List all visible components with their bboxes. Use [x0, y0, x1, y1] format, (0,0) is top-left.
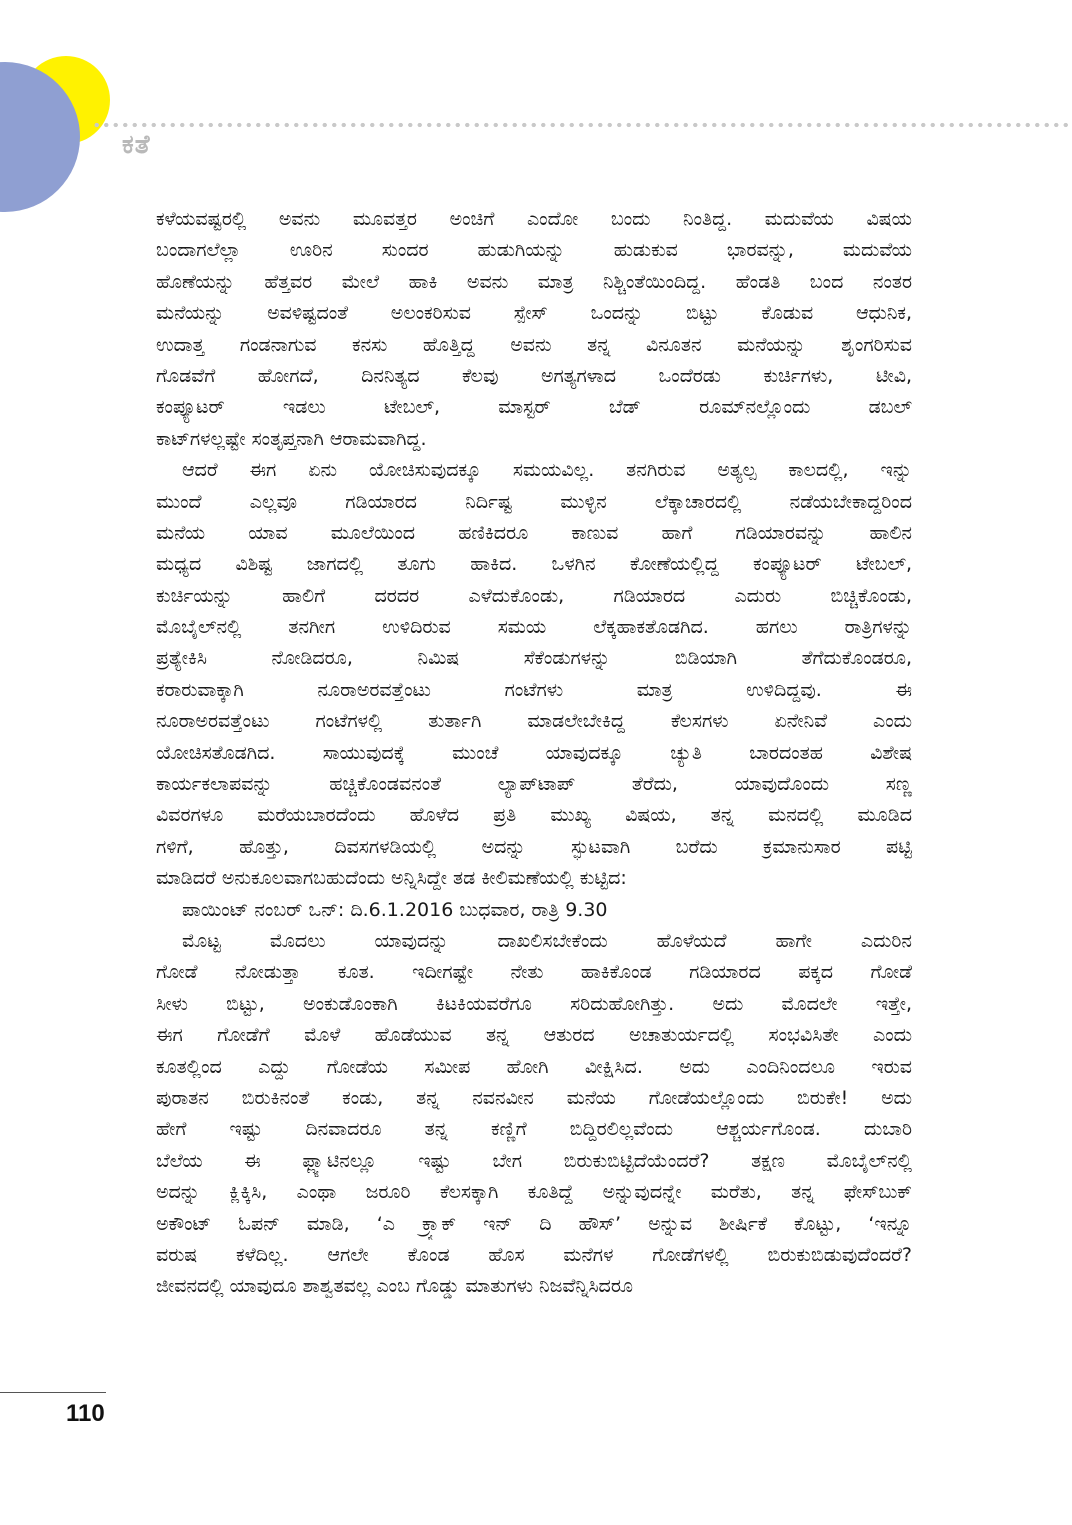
text-line: ಮಧ್ಯದ ವಿಶಿಷ್ಟ ಜಾಗದಲ್ಲಿ ತೂಗು ಹಾಕಿದ. ಒಳಗಿನ ಕೋಣೆಯಲ್ಲಿದ್ದ ಕಂಪ್ಯೂಟರ್ ಟೇಬಲ್,	[156, 553, 912, 576]
text-line: ಗೋಡೆ ನೋಡುತ್ತಾ ಕೂತ. ಇದೀಗಷ್ಟೇ ನೇತು ಹಾಕಿಕೊಂಡ ಗಡಿಯಾರದ ಪಕ್ಕದ ಗೋಡೆ	[156, 961, 912, 984]
text-line: ವರುಷ ಕಳೆದಿಲ್ಲ. ಆಗಲೇ ಕೊಂಡ ಹೊಸ ಮನೆಗಳ ಗೋಡೆಗಳಲ್ಲಿ ಬಿರುಕುಬಿಡುವುದೆಂದರೆ?	[156, 1243, 912, 1266]
text-line: ಕರಾರುವಾಕ್ಕಾಗಿ ನೂರಾಅರವತ್ತೆಂಟು ಗಂಟೆಗಳು ಮಾತ್ರ ಉಳಿದಿದ್ದವು. ಈ	[156, 678, 912, 701]
text-line: ಕಾಟ್‌ಗಳಲ್ಲಷ್ಟೇ ಸಂತೃಪ್ತನಾಗಿ ಆರಾಮವಾಗಿದ್ದ.	[156, 427, 427, 450]
text-line: ಅಕೌಂಟ್ ಓಪನ್ ಮಾಡಿ, ‘ಎ ಕ್ರ್ಯಾಕ್ ಇನ್ ದಿ ಹೌಸ್’ ಅನ್ನುವ ಶೀರ್ಷಿಕೆ ಕೊಟ್ಟು, ‘ಇನ್ನೂ	[156, 1212, 912, 1235]
text-line: ಗೊಡವೆಗೆ ಹೋಗದೆ, ದಿನನಿತ್ಯದ ಕೆಲವು ಅಗತ್ಯಗಳಾದ ಒಂದೆರಡು ಕುರ್ಚಿಗಳು, ಟೀವಿ,	[156, 364, 912, 387]
dotted-header-rule	[92, 122, 1072, 128]
text-line: ಮೊಬೈಲ್‌ನಲ್ಲಿ ತನಗೀಗ ಉಳಿದಿರುವ ಸಮಯ ಲೆಕ್ಕಹಾಕತೊಡಗಿದ. ಹಗಲು ರಾತ್ರಿಗಳನ್ನು	[156, 616, 912, 639]
text-line: ಉದಾತ್ತ ಗಂಡನಾಗುವ ಕನಸು ಹೊತ್ತಿದ್ದ ಅವನು ತನ್ನ ವಿನೂತನ ಮನೆಯನ್ನು ಶೃಂಗರಿಸುವ	[156, 333, 912, 356]
text-line: ಪುರಾತನ ಬಿರುಕಿನಂತೆ ಕಂಡು, ತನ್ನ ನವನವೀನ ಮನೆಯ ಗೋಡೆಯಲ್ಲೊಂದು ಬಿರುಕೇ! ಅದು	[156, 1086, 912, 1109]
text-line: ಮೊಟ್ಟ ಮೊದಲು ಯಾವುದನ್ನು ದಾಖಲಿಸಬೇಕೆಂದು ಹೊಳೆಯದೆ ಹಾಗೇ ಎದುರಿನ	[182, 929, 912, 952]
text-line: ಗಳಿಗೆ, ಹೊತ್ತು, ದಿವಸಗಳಡಿಯಲ್ಲಿ ಅದನ್ನು ಸ್ಫುಟವಾಗಿ ಬರೆದು ಕ್ರಮಾನುಸಾರ ಪಟ್ಟಿ	[156, 835, 912, 858]
text-line: ಮುಂದೆ ಎಲ್ಲವೂ ಗಡಿಯಾರದ ನಿರ್ದಿಷ್ಟ ಮುಳ್ಳಿನ ಲೆಕ್ಕಾಚಾರದಲ್ಲಿ ನಡೆಯಬೇಕಾದ್ದರಿಂದ	[156, 490, 912, 513]
text-line: ಮಾಡಿದರೆ ಅನುಕೂಲವಾಗಬಹುದೆಂದು ಅನ್ನಿಸಿದ್ದೇ ತಡ ಕೀಲಿಮಣೆಯಲ್ಲಿ ಕುಟ್ಟಿದ:	[156, 867, 627, 890]
text-line: ಬೆಲೆಯ ಈ ಫ್ಲ್ಯಾಟಿನಲ್ಲೂ ಇಷ್ಟು ಬೇಗ ಬಿರುಕುಬಿಟ್ಟಿದೆಯೆಂದರೆ? ತಕ್ಷಣ ಮೊಬೈಲ್‌ನಲ್ಲಿ	[156, 1149, 912, 1172]
footer-rule	[0, 1392, 106, 1393]
text-line: ಪ್ರತ್ಯೇಕಿಸಿ ನೋಡಿದರೂ, ನಿಮಿಷ ಸೆಕೆಂಡುಗಳನ್ನು ಬಿಡಿಯಾಗಿ ತೆಗೆದುಕೊಂಡರೂ,	[156, 647, 912, 670]
story-text	[156, 204, 912, 1303]
text-line: ಹೊಣೆಯನ್ನು ಹೆತ್ತವರ ಮೇಲೆ ಹಾಕಿ ಅವನು ಮಾತ್ರ ನಿಶ್ಚಿಂತೆಯಿಂದಿದ್ದ. ಹೆಂಡತಿ ಬಂದ ನಂತರ	[156, 270, 912, 293]
section-label: ಕತೆ	[122, 130, 151, 160]
text-line: ಹೇಗೆ ಇಷ್ಟು ದಿನವಾದರೂ ತನ್ನ ಕಣ್ಣಿಗೆ ಬಿದ್ದಿರಲಿಲ್ಲವೆಂದು ಆಶ್ಚರ್ಯಗೊಂಡ. ದುಬಾರಿ	[156, 1118, 912, 1141]
text-line: ಕೂತಲ್ಲಿಂದ ಎದ್ದು ಗೋಡೆಯ ಸಮೀಪ ಹೋಗಿ ವೀಕ್ಷಿಸಿದ. ಅದು ಎಂದಿನಿಂದಲೂ ಇರುವ	[156, 1055, 912, 1078]
text-line: ಯೋಚಿಸತೊಡಗಿದ. ಸಾಯುವುದಕ್ಕೆ ಮುಂಚೆ ಯಾವುದಕ್ಕೂ ಚ್ಯುತಿ ಬಾರದಂತಹ ವಿಶೇಷ	[156, 741, 912, 764]
text-line: ವಿವರಗಳೂ ಮರೆಯಬಾರದೆಂದು ಹೊಳೆದ ಪ್ರತಿ ಮುಖ್ಯ ವಿಷಯ, ತನ್ನ ಮನದಲ್ಲಿ ಮೂಡಿದ	[156, 804, 912, 827]
text-line: ಬಂದಾಗಲೆಲ್ಲಾ ಊರಿನ ಸುಂದರ ಹುಡುಗಿಯನ್ನು ಹುಡುಕುವ ಭಾರವನ್ನು, ಮದುವೆಯ	[156, 239, 912, 262]
text-line: ಕಾರ್ಯಕಲಾಪವನ್ನು ಹಚ್ಚಿಕೊಂಡವನಂತೆ ಲ್ಯಾಪ್‌ಟಾಪ್ ತೆರೆದು, ಯಾವುದೊಂದು ಸಣ್ಣ	[156, 773, 912, 796]
text-line: ಕುರ್ಚಿಯನ್ನು ಹಾಲಿಗೆ ದರದರ ಎಳೆದುಕೊಂಡು, ಗಡಿಯಾರದ ಎದುರು ಬಿಚ್ಚಿಕೊಂಡು,	[156, 584, 912, 607]
text-line: ಮನೆಯನ್ನು ಅವಳಿಷ್ಟದಂತೆ ಅಲಂಕರಿಸುವ ಸ್ಪೇಸ್ ಒಂದನ್ನು ಬಿಟ್ಟು ಕೊಡುವ ಆಧುನಿಕ,	[156, 302, 912, 325]
text-line: ಸೀಳು ಬಿಟ್ಟು, ಅಂಕುಡೊಂಕಾಗಿ ಕಿಟಕಿಯವರೆಗೂ ಸರಿದುಹೋಗಿತ್ತು. ಅದು ಮೊದಲೇ ಇತ್ತೇ,	[156, 992, 912, 1015]
entry-heading: ಪಾಯಿಂಟ್ ನಂಬರ್ ಒನ್: ದಿ.6.1.2016 ಬುಧವಾರ, ರಾತ್ರಿ 9.30	[182, 898, 608, 921]
text-line: ಈಗ ಗೋಡೆಗೆ ಮೊಳೆ ಹೊಡೆಯುವ ತನ್ನ ಆತುರದ ಅಚಾತುರ್ಯದಲ್ಲಿ ಸಂಭವಿಸಿತೇ ಎಂದು	[156, 1024, 912, 1047]
text-line: ಜೀವನದಲ್ಲಿ ಯಾವುದೂ ಶಾಶ್ವತವಲ್ಲ ಎಂಬ ಗೊಡ್ಡು ಮಾತುಗಳು ನಿಜವೆನ್ನಿಸಿದರೂ	[156, 1275, 634, 1298]
text-line: ಕಂಪ್ಯೂಟರ್ ಇಡಲು ಟೇಬಲ್, ಮಾಸ್ಟರ್ ಬೆಡ್ ರೂಮ್‌ನಲ್ಲೊಂದು ಡಬಲ್	[156, 396, 912, 419]
text-line: ಮನೆಯ ಯಾವ ಮೂಲೆಯಿಂದ ಹಣಿಕಿದರೂ ಕಾಣುವ ಹಾಗೆ ಗಡಿಯಾರವನ್ನು ಹಾಲಿನ	[156, 521, 912, 544]
text-line: ನೂರಾಅರವತ್ತೆಂಟು ಗಂಟೆಗಳಲ್ಲಿ ತುರ್ತಾಗಿ ಮಾಡಲೇಬೇಕಿದ್ದ ಕೆಲಸಗಳು ಏನೇನಿವೆ ಎಂದು	[156, 710, 912, 733]
page-number: 110	[66, 1400, 105, 1427]
text-line: ಅದನ್ನು ಕ್ಲಿಕ್ಕಿಸಿ, ಎಂಥಾ ಜರೂರಿ ಕೆಲಸಕ್ಕಾಗಿ ಕೂತಿದ್ದೆ ಅನ್ನುವುದನ್ನೇ ಮರೆತು, ತನ್ನ ಫೇಸ್‌ಬುಕ್	[156, 1181, 912, 1204]
text-line: ಆದರೆ ಈಗ ಏನು ಯೋಚಿಸುವುದಕ್ಕೂ ಸಮಯವಿಲ್ಲ. ತನಗಿರುವ ಅತ್ಯಲ್ಪ ಕಾಲದಲ್ಲಿ, ಇನ್ನು	[182, 459, 912, 482]
text-line: ಕಳೆಯವಷ್ಟರಲ್ಲಿ ಅವನು ಮೂವತ್ತರ ಅಂಚಿಗೆ ಎಂದೋ ಬಂದು ನಿಂತಿದ್ದ. ಮದುವೆಯ ವಿಷಯ	[156, 208, 912, 230]
